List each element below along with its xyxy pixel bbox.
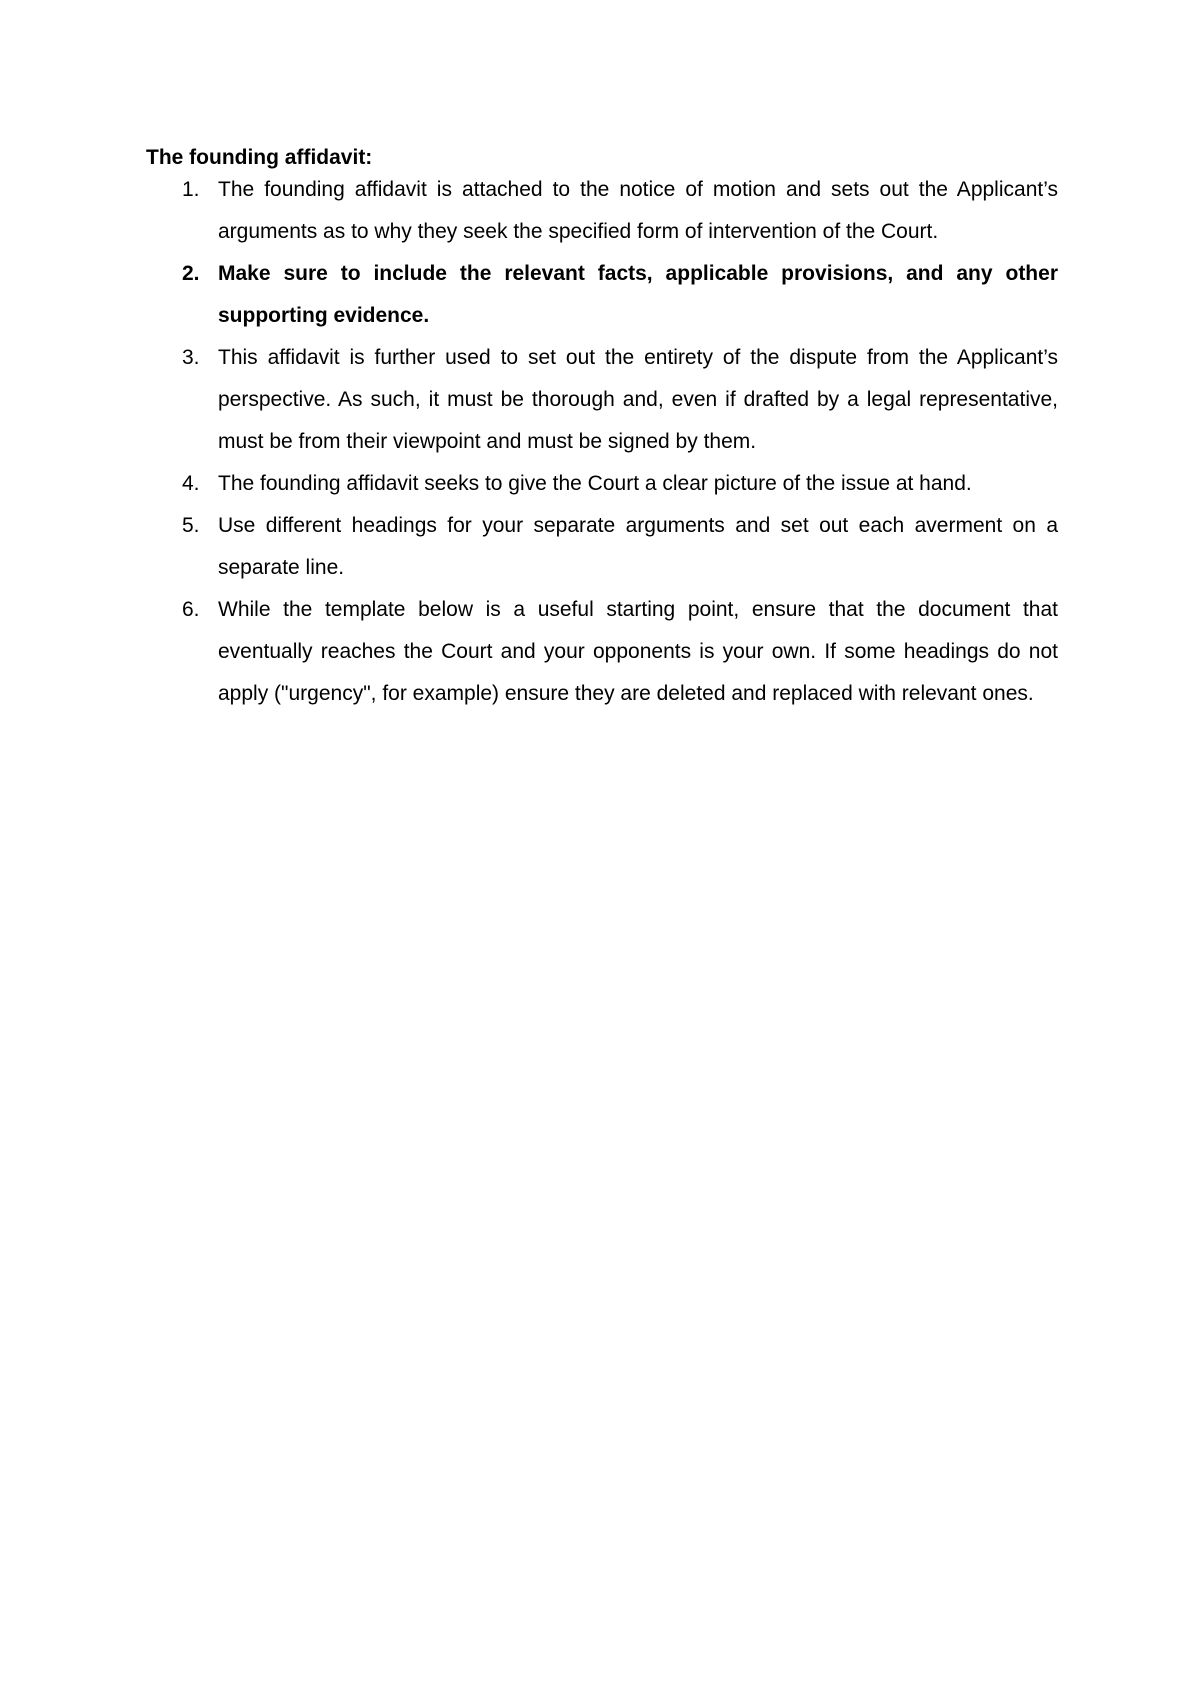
- list-item-text: Make sure to include the relevant facts, applicable provisions, and any other supporting evidence.: [218, 262, 1058, 327]
- list-item-text: The founding affidavit seeks to give the Court a clear picture of the issue at hand.: [218, 472, 972, 495]
- list-item-number: 6.: [182, 598, 200, 621]
- list-item: [146, 169, 1058, 253]
- list-item-number: 2.: [182, 262, 200, 285]
- document-content: [146, 143, 1058, 715]
- list-item-number: 3.: [182, 346, 200, 369]
- list-item-text: This affidavit is further used to set out the entirety of the dispute from the Applicant’s perspective. As such, it must be thorough and, even if drafted by a legal representative, must be from their viewpoint and must be signed by them.: [218, 346, 1058, 453]
- numbered-list: [146, 169, 1058, 715]
- list-item-number: 5.: [182, 514, 200, 537]
- list-item: [146, 463, 1058, 505]
- list-item-text: The founding affidavit is attached to the notice of motion and sets out the Applicant’s arguments as to why they seek the specified form of intervention of the Court.: [218, 178, 1058, 243]
- list-item: [146, 337, 1058, 463]
- list-item-bold: [146, 253, 1058, 337]
- list-item: [146, 505, 1058, 589]
- list-item-number: 4.: [182, 472, 200, 495]
- section-heading: The founding affidavit:: [146, 146, 373, 169]
- list-item-text: Use different headings for your separate arguments and set out each averment on a separate line.: [218, 514, 1058, 579]
- list-item-text: While the template below is a useful starting point, ensure that the document that eventually reaches the Court and your opponents is your own. If some headings do not apply ("urgency", for example) ensure they are deleted and replaced with relevant ones.: [218, 598, 1058, 705]
- list-item: [146, 589, 1058, 715]
- list-item-number: 1.: [182, 178, 200, 201]
